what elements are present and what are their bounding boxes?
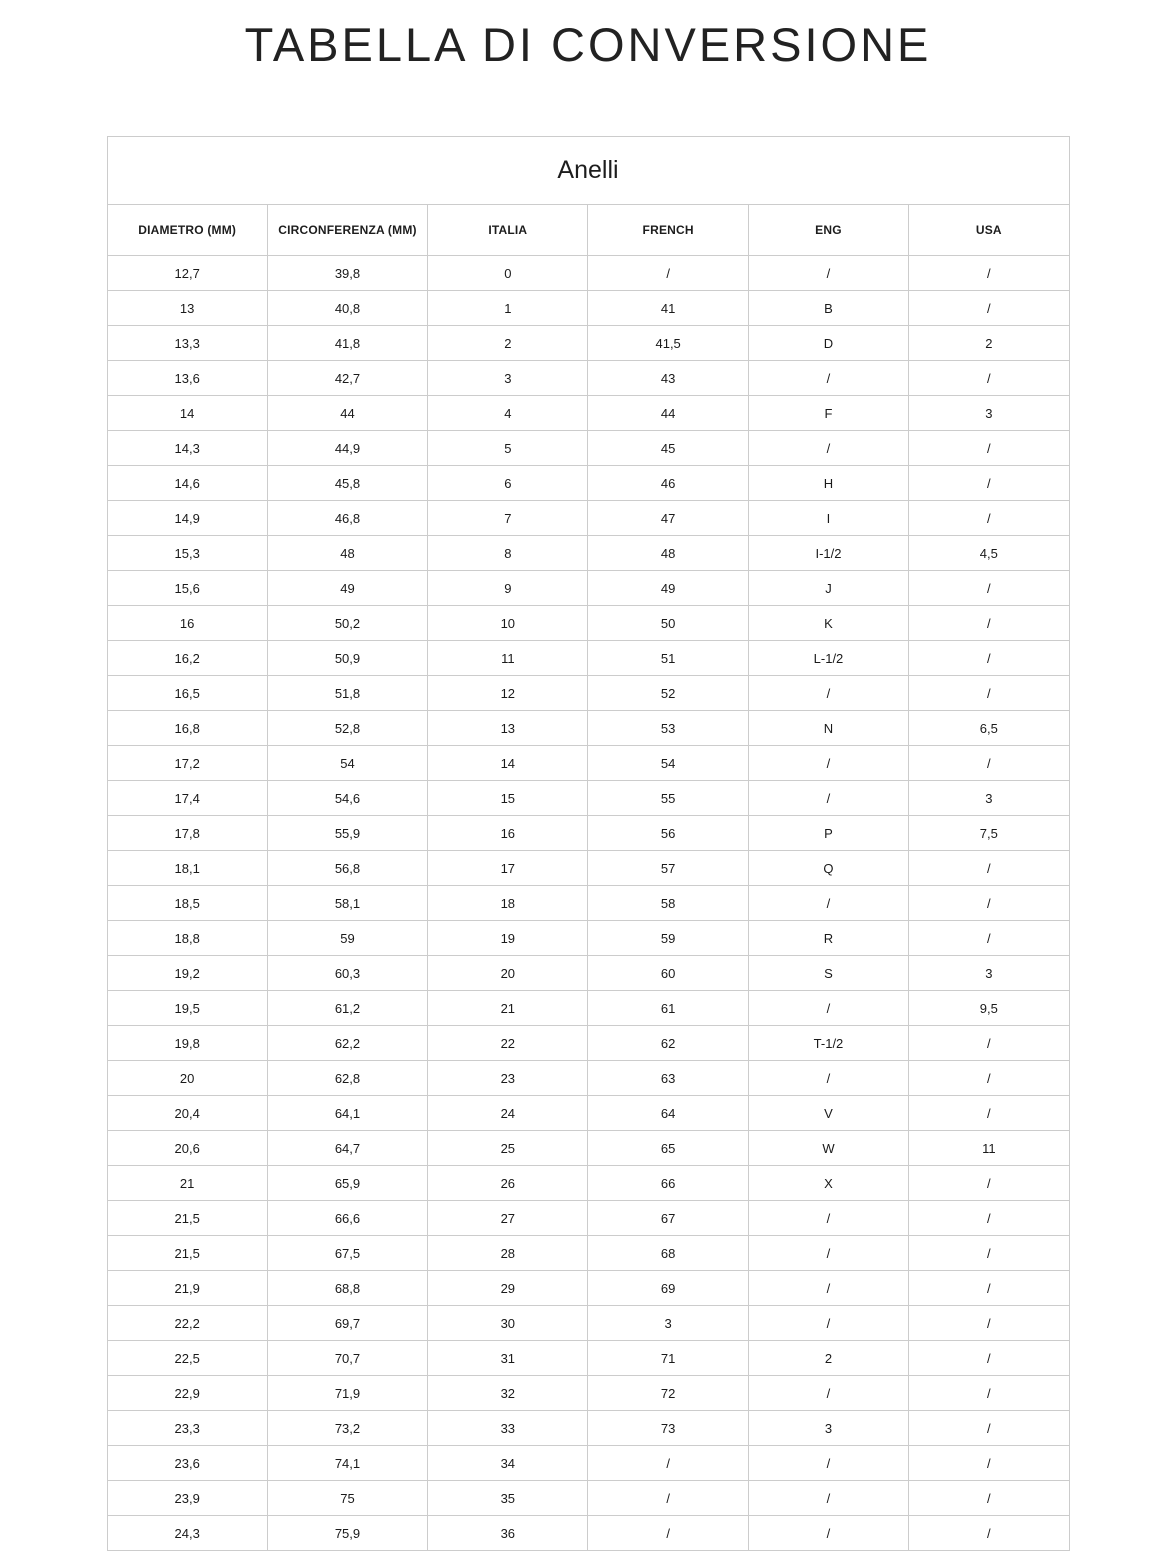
table-cell: 44 bbox=[267, 396, 427, 431]
table-cell: 16 bbox=[428, 816, 588, 851]
table-cell: 61 bbox=[588, 991, 748, 1026]
table-cell: / bbox=[909, 606, 1069, 641]
table-cell: 44,9 bbox=[267, 431, 427, 466]
table-cell: 64,7 bbox=[267, 1131, 427, 1166]
table-row bbox=[107, 886, 1069, 921]
table-cell: 55,9 bbox=[267, 816, 427, 851]
table-row bbox=[107, 1166, 1069, 1201]
conversion-table bbox=[107, 136, 1070, 1551]
table-row bbox=[107, 1516, 1069, 1551]
table-cell: 41,5 bbox=[588, 326, 748, 361]
table-cell: 3 bbox=[909, 781, 1069, 816]
table-cell: 10 bbox=[428, 606, 588, 641]
table-row bbox=[107, 1411, 1069, 1446]
table-cell: / bbox=[588, 1516, 748, 1551]
table-cell: 8 bbox=[428, 536, 588, 571]
table-cell: 12 bbox=[428, 676, 588, 711]
table-cell: F bbox=[748, 396, 908, 431]
table-row bbox=[107, 1236, 1069, 1271]
table-cell: 21 bbox=[107, 1166, 267, 1201]
table-row bbox=[107, 1376, 1069, 1411]
table-cell: / bbox=[748, 361, 908, 396]
table-cell: 34 bbox=[428, 1446, 588, 1481]
table-cell: 20 bbox=[107, 1061, 267, 1096]
table-cell: 40,8 bbox=[267, 291, 427, 326]
table-row bbox=[107, 1096, 1069, 1131]
table-cell: / bbox=[748, 1306, 908, 1341]
table-cell: H bbox=[748, 466, 908, 501]
page-title: TABELLA DI CONVERSIONE bbox=[244, 18, 932, 71]
table-cell: / bbox=[748, 1481, 908, 1516]
table-cell: / bbox=[748, 886, 908, 921]
table-cell: / bbox=[748, 1201, 908, 1236]
table-cell: 47 bbox=[588, 501, 748, 536]
table-cell: 44 bbox=[588, 396, 748, 431]
table-cell: 20 bbox=[428, 956, 588, 991]
table-cell: 29 bbox=[428, 1271, 588, 1306]
table-cell: / bbox=[748, 1376, 908, 1411]
table-cell: 19,8 bbox=[107, 1026, 267, 1061]
table-cell: 25 bbox=[428, 1131, 588, 1166]
table-cell: / bbox=[909, 746, 1069, 781]
table-cell: 16,8 bbox=[107, 711, 267, 746]
table-cell: 21,5 bbox=[107, 1201, 267, 1236]
table-cell: 23,6 bbox=[107, 1446, 267, 1481]
table-cell: 21,5 bbox=[107, 1236, 267, 1271]
table-cell: 75,9 bbox=[267, 1516, 427, 1551]
table-cell: 59 bbox=[588, 921, 748, 956]
table-cell: / bbox=[588, 1446, 748, 1481]
table-cell: / bbox=[588, 256, 748, 291]
table-cell: 59 bbox=[267, 921, 427, 956]
table-cell: K bbox=[748, 606, 908, 641]
table-cell: 73 bbox=[588, 1411, 748, 1446]
table-cell: 2 bbox=[748, 1341, 908, 1376]
table-cell: / bbox=[748, 746, 908, 781]
table-cell: 19,5 bbox=[107, 991, 267, 1026]
table-cell: 15,6 bbox=[107, 571, 267, 606]
table-cell: 2 bbox=[428, 326, 588, 361]
table-row bbox=[107, 361, 1069, 396]
table-cell: 18 bbox=[428, 886, 588, 921]
table-cell: 23,9 bbox=[107, 1481, 267, 1516]
table-cell: 74,1 bbox=[267, 1446, 427, 1481]
table-cell: 66,6 bbox=[267, 1201, 427, 1236]
table-cell: 33 bbox=[428, 1411, 588, 1446]
table-cell: 53 bbox=[588, 711, 748, 746]
table-cell: 45,8 bbox=[267, 466, 427, 501]
table-cell: 31 bbox=[428, 1341, 588, 1376]
table-cell: 12,7 bbox=[107, 256, 267, 291]
table-cell: 50 bbox=[588, 606, 748, 641]
table-cell: 61,2 bbox=[267, 991, 427, 1026]
table-row bbox=[107, 396, 1069, 431]
table-cell: 22,2 bbox=[107, 1306, 267, 1341]
table-cell: / bbox=[909, 361, 1069, 396]
table-cell: 1 bbox=[428, 291, 588, 326]
table-row bbox=[107, 291, 1069, 326]
table-cell: 17,4 bbox=[107, 781, 267, 816]
table-cell: 23 bbox=[428, 1061, 588, 1096]
table-cell: 14,3 bbox=[107, 431, 267, 466]
table-cell: B bbox=[748, 291, 908, 326]
table-cell: 69 bbox=[588, 1271, 748, 1306]
table-cell: 22,5 bbox=[107, 1341, 267, 1376]
table-cell: / bbox=[748, 1236, 908, 1271]
table-cell: 69,7 bbox=[267, 1306, 427, 1341]
table-cell: 60,3 bbox=[267, 956, 427, 991]
table-cell: / bbox=[909, 256, 1069, 291]
table-cell: 24 bbox=[428, 1096, 588, 1131]
table-cell: 21,9 bbox=[107, 1271, 267, 1306]
table-caption: Anelli bbox=[107, 137, 1069, 205]
table-cell: 36 bbox=[428, 1516, 588, 1551]
table-cell: W bbox=[748, 1131, 908, 1166]
table-cell: 45 bbox=[588, 431, 748, 466]
table-cell: / bbox=[909, 1201, 1069, 1236]
table-cell: / bbox=[909, 886, 1069, 921]
table-row bbox=[107, 1026, 1069, 1061]
table-cell: 58,1 bbox=[267, 886, 427, 921]
table-row bbox=[107, 746, 1069, 781]
table-cell: D bbox=[748, 326, 908, 361]
table-cell: N bbox=[748, 711, 908, 746]
column-header-4: ENG bbox=[748, 205, 908, 256]
table-cell: 62,8 bbox=[267, 1061, 427, 1096]
table-cell: 64 bbox=[588, 1096, 748, 1131]
table-cell: / bbox=[909, 1411, 1069, 1446]
table-cell: 9 bbox=[428, 571, 588, 606]
table-cell: 15 bbox=[428, 781, 588, 816]
table-row bbox=[107, 851, 1069, 886]
table-cell: 35 bbox=[428, 1481, 588, 1516]
table-cell: / bbox=[909, 921, 1069, 956]
table-cell: 20,6 bbox=[107, 1131, 267, 1166]
table-cell: 58 bbox=[588, 886, 748, 921]
table-cell: 41 bbox=[588, 291, 748, 326]
table-cell: 17 bbox=[428, 851, 588, 886]
table-cell: 3 bbox=[909, 956, 1069, 991]
column-header-3: FRENCH bbox=[588, 205, 748, 256]
table-cell: 71 bbox=[588, 1341, 748, 1376]
table-row bbox=[107, 921, 1069, 956]
table-cell: 32 bbox=[428, 1376, 588, 1411]
table-container bbox=[107, 136, 1070, 1551]
table-cell: 68 bbox=[588, 1236, 748, 1271]
table-cell: 54,6 bbox=[267, 781, 427, 816]
column-header-2: ITALIA bbox=[428, 205, 588, 256]
table-cell: / bbox=[748, 676, 908, 711]
table-cell: / bbox=[909, 571, 1069, 606]
table-cell: 64,1 bbox=[267, 1096, 427, 1131]
table-cell: 14 bbox=[107, 396, 267, 431]
table-cell: 11 bbox=[428, 641, 588, 676]
table-cell: 7 bbox=[428, 501, 588, 536]
table-cell: 13,6 bbox=[107, 361, 267, 396]
table-cell: / bbox=[909, 1061, 1069, 1096]
table-cell: 3 bbox=[748, 1411, 908, 1446]
table-cell: 70,7 bbox=[267, 1341, 427, 1376]
table-cell: / bbox=[909, 501, 1069, 536]
table-cell: 46 bbox=[588, 466, 748, 501]
table-cell: / bbox=[588, 1481, 748, 1516]
table-row bbox=[107, 536, 1069, 571]
table-row bbox=[107, 571, 1069, 606]
table-cell: 0 bbox=[428, 256, 588, 291]
table-cell: 6,5 bbox=[909, 711, 1069, 746]
table-cell: 43 bbox=[588, 361, 748, 396]
table-cell: S bbox=[748, 956, 908, 991]
table-cell: 68,8 bbox=[267, 1271, 427, 1306]
table-cell: / bbox=[909, 1446, 1069, 1481]
table-cell: / bbox=[909, 1341, 1069, 1376]
table-cell: / bbox=[748, 256, 908, 291]
table-cell: 72 bbox=[588, 1376, 748, 1411]
table-cell: 55 bbox=[588, 781, 748, 816]
table-row bbox=[107, 641, 1069, 676]
table-row bbox=[107, 1061, 1069, 1096]
table-cell: / bbox=[748, 1516, 908, 1551]
table-cell: I bbox=[748, 501, 908, 536]
table-cell: / bbox=[748, 431, 908, 466]
table-row bbox=[107, 991, 1069, 1026]
table-cell: 71,9 bbox=[267, 1376, 427, 1411]
table-cell: X bbox=[748, 1166, 908, 1201]
table-cell: 48 bbox=[588, 536, 748, 571]
table-cell: V bbox=[748, 1096, 908, 1131]
table-cell: 16,5 bbox=[107, 676, 267, 711]
table-row bbox=[107, 431, 1069, 466]
table-cell: 56,8 bbox=[267, 851, 427, 886]
table-cell: Q bbox=[748, 851, 908, 886]
table-cell: 14,9 bbox=[107, 501, 267, 536]
table-row bbox=[107, 956, 1069, 991]
table-cell: 19 bbox=[428, 921, 588, 956]
table-cell: / bbox=[909, 676, 1069, 711]
table-cell: 7,5 bbox=[909, 816, 1069, 851]
table-cell: 21 bbox=[428, 991, 588, 1026]
table-cell: 9,5 bbox=[909, 991, 1069, 1026]
table-cell: / bbox=[909, 1481, 1069, 1516]
table-cell: 3 bbox=[909, 396, 1069, 431]
table-body bbox=[107, 256, 1069, 1551]
table-cell: 22 bbox=[428, 1026, 588, 1061]
table-cell: 27 bbox=[428, 1201, 588, 1236]
table-cell: 18,5 bbox=[107, 886, 267, 921]
table-cell: / bbox=[748, 991, 908, 1026]
header-row bbox=[107, 205, 1069, 256]
table-cell: I-1/2 bbox=[748, 536, 908, 571]
table-cell: 16 bbox=[107, 606, 267, 641]
table-cell: 24,3 bbox=[107, 1516, 267, 1551]
table-cell: 13 bbox=[107, 291, 267, 326]
table-cell: 3 bbox=[428, 361, 588, 396]
table-row bbox=[107, 1481, 1069, 1516]
table-cell: 26 bbox=[428, 1166, 588, 1201]
table-row bbox=[107, 781, 1069, 816]
table-cell: 41,8 bbox=[267, 326, 427, 361]
table-cell: L-1/2 bbox=[748, 641, 908, 676]
table-cell: 5 bbox=[428, 431, 588, 466]
table-cell: / bbox=[748, 1446, 908, 1481]
table-cell: 67 bbox=[588, 1201, 748, 1236]
table-cell: 23,3 bbox=[107, 1411, 267, 1446]
table-cell: / bbox=[909, 851, 1069, 886]
table-cell: 11 bbox=[909, 1131, 1069, 1166]
table-row bbox=[107, 256, 1069, 291]
table-cell: 66 bbox=[588, 1166, 748, 1201]
table-cell: / bbox=[748, 1271, 908, 1306]
table-cell: / bbox=[909, 1096, 1069, 1131]
table-cell: 52 bbox=[588, 676, 748, 711]
table-cell: 14 bbox=[428, 746, 588, 781]
table-cell: / bbox=[909, 1026, 1069, 1061]
table-cell: 57 bbox=[588, 851, 748, 886]
table-cell: 17,2 bbox=[107, 746, 267, 781]
table-cell: 49 bbox=[267, 571, 427, 606]
table-cell: 63 bbox=[588, 1061, 748, 1096]
table-row bbox=[107, 1271, 1069, 1306]
table-cell: 39,8 bbox=[267, 256, 427, 291]
table-cell: T-1/2 bbox=[748, 1026, 908, 1061]
table-cell: P bbox=[748, 816, 908, 851]
table-cell: 75 bbox=[267, 1481, 427, 1516]
table-cell: 6 bbox=[428, 466, 588, 501]
table-cell: 67,5 bbox=[267, 1236, 427, 1271]
table-cell: 13,3 bbox=[107, 326, 267, 361]
table-cell: / bbox=[909, 1306, 1069, 1341]
table-row bbox=[107, 1201, 1069, 1236]
table-cell: 16,2 bbox=[107, 641, 267, 676]
table-row bbox=[107, 1341, 1069, 1376]
table-cell: / bbox=[909, 1516, 1069, 1551]
table-cell: / bbox=[748, 1061, 908, 1096]
caption-row bbox=[107, 137, 1069, 205]
table-row bbox=[107, 1306, 1069, 1341]
table-cell: 51,8 bbox=[267, 676, 427, 711]
table-cell: 52,8 bbox=[267, 711, 427, 746]
table-cell: 42,7 bbox=[267, 361, 427, 396]
table-cell: / bbox=[909, 1166, 1069, 1201]
table-cell: 60 bbox=[588, 956, 748, 991]
table-row bbox=[107, 1446, 1069, 1481]
table-cell: / bbox=[909, 431, 1069, 466]
table-row bbox=[107, 326, 1069, 361]
table-cell: R bbox=[748, 921, 908, 956]
table-cell: 30 bbox=[428, 1306, 588, 1341]
table-cell: 15,3 bbox=[107, 536, 267, 571]
table-row bbox=[107, 711, 1069, 746]
table-cell: 48 bbox=[267, 536, 427, 571]
column-header-0: DIAMETRO (MM) bbox=[107, 205, 267, 256]
column-header-1: CIRCONFERENZA (MM) bbox=[267, 205, 427, 256]
table-cell: 20,4 bbox=[107, 1096, 267, 1131]
table-cell: / bbox=[909, 1271, 1069, 1306]
table-cell: 54 bbox=[267, 746, 427, 781]
table-cell: / bbox=[909, 1376, 1069, 1411]
table-cell: 17,8 bbox=[107, 816, 267, 851]
table-cell: J bbox=[748, 571, 908, 606]
table-cell: 19,2 bbox=[107, 956, 267, 991]
table-cell: 18,1 bbox=[107, 851, 267, 886]
table-cell: 62 bbox=[588, 1026, 748, 1061]
table-cell: / bbox=[909, 466, 1069, 501]
table-row bbox=[107, 816, 1069, 851]
table-cell: 56 bbox=[588, 816, 748, 851]
table-cell: 2 bbox=[909, 326, 1069, 361]
table-cell: 65,9 bbox=[267, 1166, 427, 1201]
table-cell: 13 bbox=[428, 711, 588, 746]
table-cell: / bbox=[909, 291, 1069, 326]
table-cell: 28 bbox=[428, 1236, 588, 1271]
table-cell: 14,6 bbox=[107, 466, 267, 501]
column-header-5: USA bbox=[909, 205, 1069, 256]
table-row bbox=[107, 466, 1069, 501]
table-cell: 62,2 bbox=[267, 1026, 427, 1061]
table-cell: 50,9 bbox=[267, 641, 427, 676]
table-cell: 65 bbox=[588, 1131, 748, 1166]
table-row bbox=[107, 501, 1069, 536]
table-cell: 49 bbox=[588, 571, 748, 606]
table-row bbox=[107, 1131, 1069, 1166]
table-cell: 4,5 bbox=[909, 536, 1069, 571]
table-cell: 4 bbox=[428, 396, 588, 431]
table-cell: 3 bbox=[588, 1306, 748, 1341]
table-cell: 18,8 bbox=[107, 921, 267, 956]
table-row bbox=[107, 606, 1069, 641]
table-cell: 22,9 bbox=[107, 1376, 267, 1411]
table-cell: 73,2 bbox=[267, 1411, 427, 1446]
table-cell: 54 bbox=[588, 746, 748, 781]
table-cell: 46,8 bbox=[267, 501, 427, 536]
table-row bbox=[107, 676, 1069, 711]
table-cell: / bbox=[909, 1236, 1069, 1271]
table-head bbox=[107, 137, 1069, 256]
table-cell: 50,2 bbox=[267, 606, 427, 641]
table-cell: / bbox=[909, 641, 1069, 676]
table-cell: 51 bbox=[588, 641, 748, 676]
table-cell: / bbox=[748, 781, 908, 816]
